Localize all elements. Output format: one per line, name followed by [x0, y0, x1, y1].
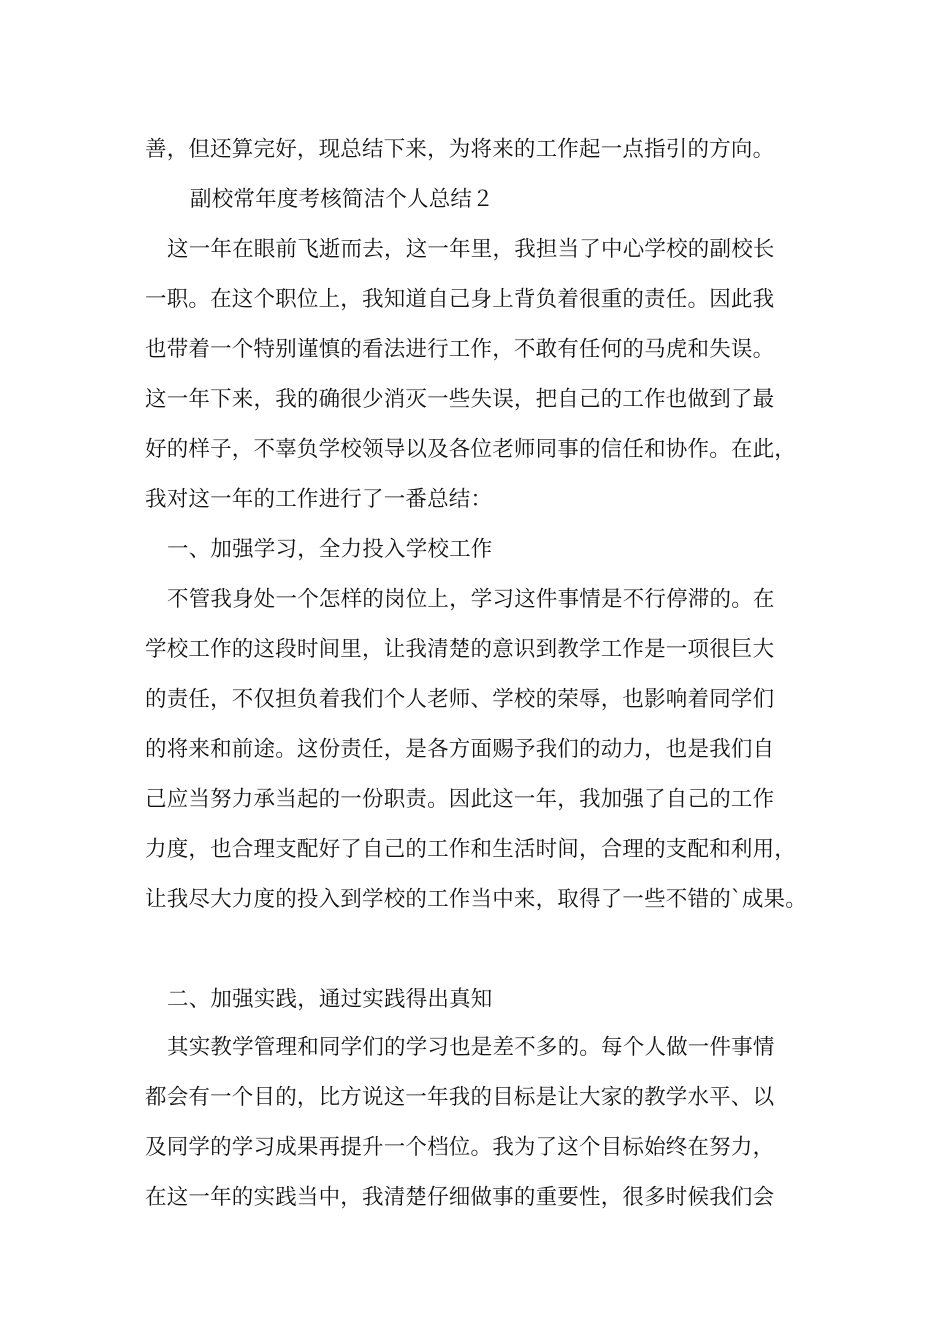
paragraph-line: 学校工作的这段时间里，让我清楚的意识到教学工作是一项很巨大 [145, 637, 775, 662]
paragraph-line: 都会有一个目的，比方说这一年我的目标是让大家的教学水平、以 [145, 1085, 775, 1110]
paragraph-line: 让我尽大力度的投入到学校的工作当中来，取得了一些不错的`成果。 [145, 887, 807, 912]
section-heading: 二、加强实践，通过实践得出真知 [167, 987, 493, 1012]
section-heading: 一、加强学习，全力投入学校工作 [167, 537, 493, 562]
paragraph-line: 在这一年的实践当中，我清楚仔细做事的重要性，很多时候我们会 [145, 1185, 775, 1210]
paragraph-line: 其实教学管理和同学们的学习也是差不多的。每个人做一件事情 [167, 1035, 775, 1060]
paragraph-line: 这一年下来，我的确很少消灭一些失误，把自己的工作也做到了最 [145, 387, 775, 412]
paragraph-line: 不管我身处一个怎样的岗位上，学习这件事情是不行停滞的。在 [167, 587, 775, 612]
paragraph-line: 也带着一个特别谨慎的看法进行工作，不敢有任何的马虎和失误。 [145, 337, 775, 362]
paragraph-line: 这一年在眼前飞逝而去，这一年里，我担当了中心学校的副校长 [167, 237, 775, 262]
paragraph-line: 及同学的学习成果再提升一个档位。我为了这个目标始终在努力， [145, 1135, 775, 1160]
paragraph-line: 的将来和前途。这份责任，是各方面赐予我们的动力，也是我们自 [145, 737, 775, 762]
paragraph-line: 的责任，不仅担负着我们个人老师、学校的荣辱，也影响着同学们 [145, 687, 775, 712]
paragraph-line: 好的样子，不辜负学校领导以及各位老师同事的信任和协作。在此， [145, 437, 797, 462]
paragraph-line: 己应当努力承当起的一份职责。因此这一年，我加强了自己的工作 [145, 787, 775, 812]
paragraph-line: 我对这一年的工作进行了一番总结： [145, 487, 493, 512]
paragraph-line: 一职。在这个职位上，我知道自己身上背负着很重的责任。因此我 [145, 287, 775, 312]
section-title: 副校常年度考核简洁个人总结２ [190, 187, 494, 212]
paragraph-line: 力度，也合理支配好了自己的工作和生活时间，合理的支配和利用， [145, 837, 797, 862]
paragraph-line: 善，但还算完好，现总结下来，为将来的工作起一点指引的方向。 [145, 137, 775, 162]
